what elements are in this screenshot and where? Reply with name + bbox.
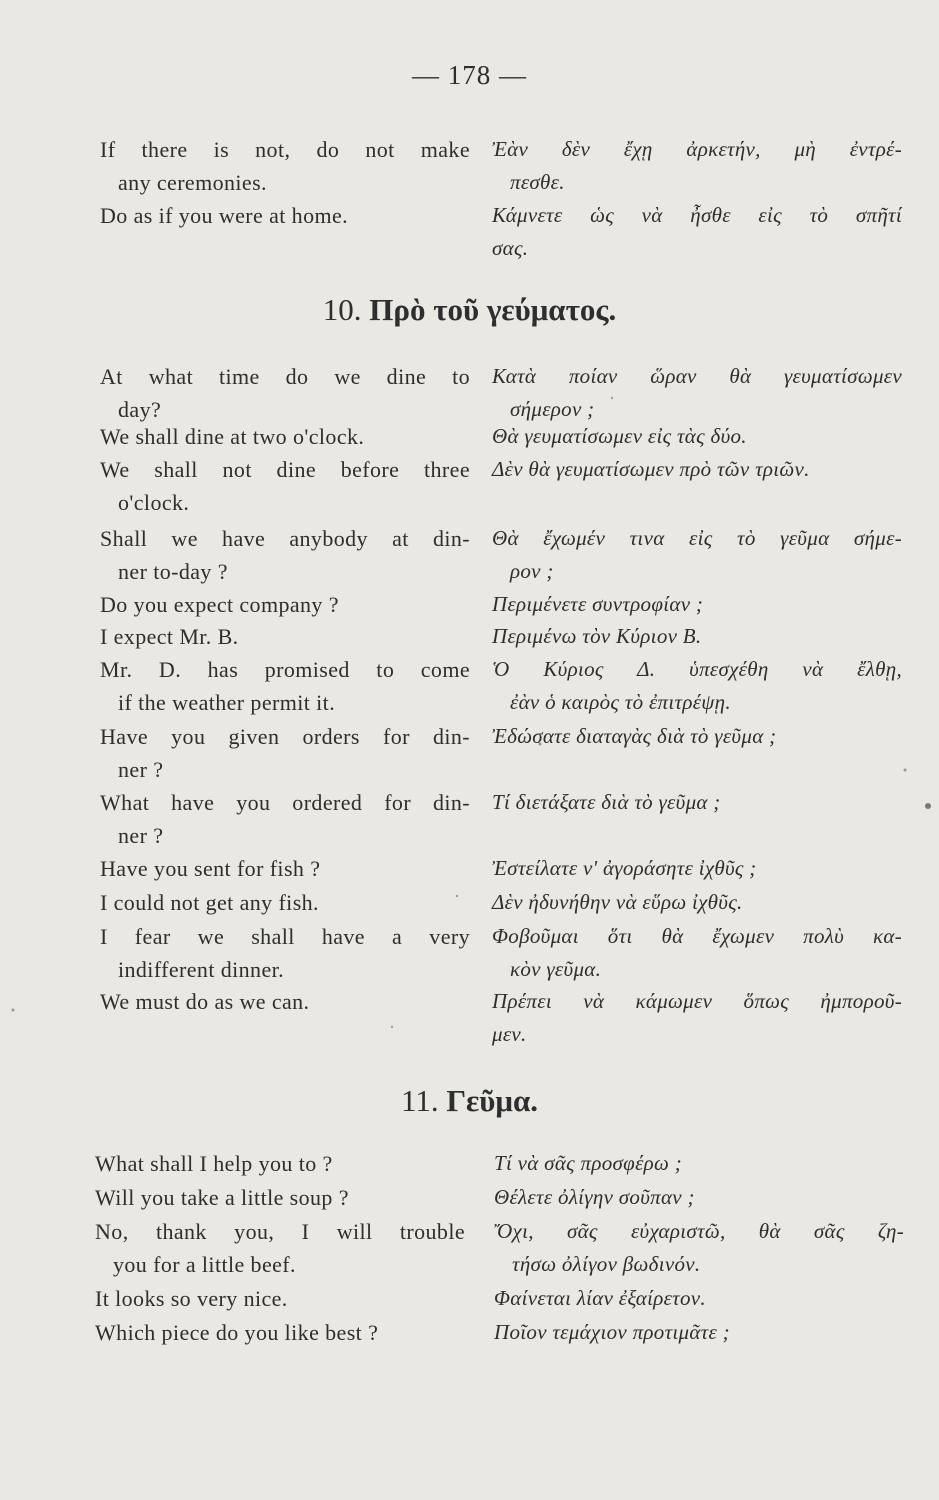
greek-line: Φαίνεται λίαν ἐξαίρετον.	[494, 1286, 706, 1310]
english-line: No, thank you, I will trouble	[95, 1219, 465, 1244]
greek-phrase	[492, 133, 902, 199]
greek-phrase	[494, 1215, 904, 1281]
english-line: indifferent dinner.	[118, 957, 285, 982]
english-line: At what time do we dine to	[100, 364, 470, 389]
english-phrase	[100, 786, 470, 852]
section-title: Πρὸ τοῦ γεύματος.	[369, 292, 617, 327]
greek-phrase	[492, 420, 902, 453]
greek-line: Ἐστείλατε ν' ἀγοράσητε ἰχθῦς ;	[492, 856, 757, 880]
greek-phrase	[492, 720, 902, 753]
english-phrase	[95, 1147, 465, 1180]
english-line: We must do as we can.	[100, 989, 310, 1014]
greek-phrase	[492, 360, 902, 426]
english-line: It looks so very nice.	[95, 1286, 288, 1311]
english-phrase	[100, 453, 470, 519]
greek-phrase	[494, 1282, 904, 1315]
greek-line: μεν.	[492, 1022, 527, 1046]
section-heading-11	[0, 1083, 939, 1119]
english-phrase	[100, 133, 470, 199]
english-phrase	[95, 1215, 465, 1281]
english-line: Have you sent for fish ?	[100, 856, 321, 881]
english-line: o'clock.	[118, 490, 190, 515]
english-phrase	[100, 653, 470, 719]
greek-phrase	[492, 199, 902, 265]
greek-line: πεσθε.	[510, 170, 565, 194]
greek-phrase	[492, 886, 902, 919]
english-line: I fear we shall have a very	[100, 924, 470, 949]
greek-line: Θὰ γευματίσωμεν εἰς τὰς δύο.	[492, 424, 747, 448]
english-line: if the weather permit it.	[118, 690, 336, 715]
greek-line: σήμερον ;	[510, 397, 595, 421]
english-line: Do as if you were at home.	[100, 203, 349, 228]
greek-line: Θέλετε ὀλίγην σοῦπαν ;	[494, 1185, 695, 1209]
english-phrase	[100, 852, 470, 885]
english-line: day?	[118, 397, 162, 422]
english-phrase	[100, 886, 470, 919]
english-line: ner to-day ?	[118, 559, 228, 584]
english-line: you for a little beef.	[113, 1252, 296, 1277]
greek-line: Δὲν θὰ γευματίσωμεν πρὸ τῶν τριῶν.	[492, 457, 810, 481]
greek-line: Πρέπει νὰ κάμωμεν ὅπως ἠμποροῦ-	[492, 989, 902, 1013]
greek-phrase	[494, 1147, 904, 1180]
english-phrase	[100, 420, 470, 453]
english-line: Mr. D. has promised to come	[100, 657, 470, 682]
english-line: Which piece do you like best ?	[95, 1320, 379, 1345]
english-phrase	[95, 1181, 465, 1214]
greek-phrase	[492, 653, 902, 719]
greek-line: Θὰ ἔχωμέν τινα εἰς τὸ γεῦμα σήμε-	[492, 526, 902, 550]
english-line: I could not get any fish.	[100, 890, 319, 915]
greek-line: Ἐδώσατε διαταγὰς διὰ τὸ γεῦμα ;	[492, 724, 777, 748]
english-phrase	[95, 1282, 465, 1315]
greek-phrase	[492, 453, 902, 486]
section-number: 10.	[322, 292, 362, 327]
greek-line: Περιμένετε συντροφίαν ;	[492, 592, 704, 616]
english-line: ner ?	[118, 823, 164, 848]
greek-phrase	[492, 620, 902, 653]
english-phrase	[100, 620, 470, 653]
greek-phrase	[494, 1316, 904, 1349]
english-line: ner ?	[118, 757, 164, 782]
english-line: What have you ordered for din-	[100, 790, 470, 815]
greek-phrase	[492, 786, 902, 819]
greek-line: Ὁ Κύριος Δ. ὑπεσχέθη νὰ ἔλθῃ,	[492, 657, 902, 681]
section-number: 11.	[400, 1083, 439, 1118]
english-line: any ceremonies.	[118, 170, 267, 195]
greek-phrase	[492, 588, 902, 621]
english-line: Have you given orders for din-	[100, 724, 470, 749]
english-phrase	[100, 199, 470, 232]
english-line: Will you take a little soup ?	[95, 1185, 349, 1210]
english-line: We shall not dine before three	[100, 457, 470, 482]
greek-line: σας.	[492, 236, 529, 260]
greek-line: τήσω ὀλίγον βωδινόν.	[512, 1252, 701, 1276]
greek-phrase	[492, 985, 902, 1051]
greek-phrase	[492, 522, 902, 588]
english-phrase	[100, 720, 470, 786]
greek-line: Τί νὰ σᾶς προσφέρω ;	[494, 1151, 683, 1175]
english-phrase	[100, 522, 470, 588]
greek-phrase	[492, 852, 902, 885]
section-heading-10	[0, 292, 939, 328]
page-number: — 178 —	[412, 60, 527, 90]
english-line: Do you expect company ?	[100, 592, 339, 617]
english-line: What shall I help you to ?	[95, 1151, 333, 1176]
greek-line: Ὄχι, σᾶς εὐχαριστῶ, θὰ σᾶς ζη-	[494, 1219, 904, 1243]
english-phrase	[100, 360, 470, 426]
greek-line: ἐὰν ὁ καιρὸς τὸ ἐπιτρέψῃ.	[510, 690, 731, 714]
greek-line: Ποῖον τεμάχιον προτιμᾶτε ;	[494, 1320, 730, 1344]
greek-line: Κατὰ ποίαν ὥραν θὰ γευματίσωμεν	[492, 364, 902, 388]
greek-phrase	[494, 1181, 904, 1214]
greek-line: Φοβοῦμαι ὅτι θὰ ἔχωμεν πολὺ κα-	[492, 924, 902, 948]
english-phrase	[100, 588, 470, 621]
greek-line: Τί διετάξατε διὰ τὸ γεῦμα ;	[492, 790, 721, 814]
english-phrase	[95, 1316, 465, 1349]
english-phrase	[100, 920, 470, 986]
section-title: Γεῦμα.	[446, 1083, 539, 1118]
greek-line: Ἐὰν δὲν ἔχῃ ἀρκετήν, μὴ ἐντρέ-	[492, 137, 902, 161]
english-line: We shall dine at two o'clock.	[100, 424, 365, 449]
greek-line: Δὲν ἠδυνήθην νὰ εὕρω ἰχθῦς.	[492, 890, 743, 914]
english-phrase	[100, 985, 470, 1018]
greek-line: Περιμένω τὸν Κύριον Β.	[492, 624, 702, 648]
greek-line: ρον ;	[510, 559, 554, 583]
english-line: I expect Mr. B.	[100, 624, 239, 649]
english-line: If there is not, do not make	[100, 137, 470, 162]
greek-line: Κάμνετε ὡς νὰ ἦσθε εἰς τὸ σπῆτί	[492, 203, 902, 227]
greek-line: κὸν γεῦμα.	[510, 957, 602, 981]
english-line: Shall we have anybody at din-	[100, 526, 470, 551]
greek-phrase	[492, 920, 902, 986]
